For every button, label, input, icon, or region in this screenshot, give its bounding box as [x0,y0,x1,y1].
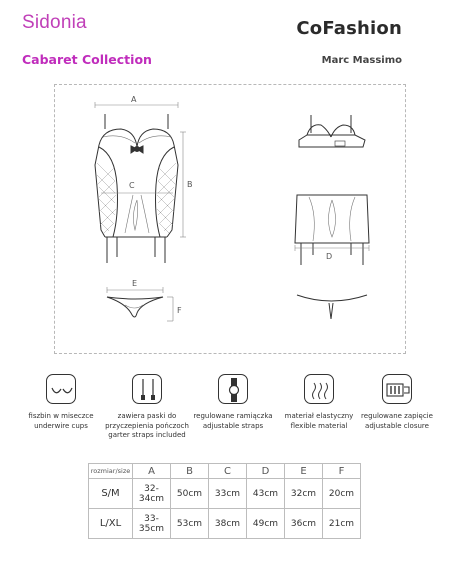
underwire-cups-icon [46,374,76,404]
garter-straps-icon [132,374,162,404]
feature-label-line: materiał elastyczny [284,412,354,420]
product-diagram [54,84,406,354]
adjustable-straps-icon [218,374,248,404]
feature-label-line: garter straps included [108,431,186,439]
label-a: A [131,95,137,104]
table-cell: 33cm [209,479,247,509]
table-cell: 32cm [285,479,323,509]
thong-front-drawing [107,297,163,317]
table-cell: 36cm [285,509,323,539]
feature-label-line: flexible material [290,421,348,430]
collection-name: Cabaret Collection [22,52,152,67]
label-b: B [187,180,193,189]
column-header: E [285,464,323,479]
brand-logo: CoFashion [296,18,402,39]
feature-garter-straps [102,374,192,441]
feature-label-line: adjustable straps [202,421,264,430]
column-header: B [171,464,209,479]
dimension-a [95,102,178,108]
thong-back-drawing [297,295,367,319]
feature-label-line: fiszbin w miseczce [28,412,94,420]
table-row [89,479,361,509]
designer-name: Marc Massimo [321,55,402,66]
dimension-d [295,245,369,251]
label-c: C [129,181,135,190]
column-header: A [133,464,171,479]
size-table [88,463,361,539]
feature-label-line: przyczepienia pończoch [105,421,189,430]
feature-label-line: regulowane ramiączka [193,412,273,420]
feature-icons [10,374,442,454]
feature-adjustable-closure [352,374,442,431]
feature-label-line: underwire cups [34,421,88,430]
feature-label-line: zawiera paski do [117,412,177,420]
size-name: L/XL [89,509,133,539]
table-cell: 38cm [209,509,247,539]
product-drawings [55,85,407,355]
feature-label-line: adjustable closure [365,421,429,430]
size-name: S/M [89,479,133,509]
dimension-f [167,297,173,321]
feature-adjustable-straps [188,374,278,431]
column-header: C [209,464,247,479]
label-e: E [132,279,138,288]
feature-label-line: regulowane zapięcie [361,412,433,420]
size-table-header [89,464,361,479]
column-header: D [247,464,285,479]
table-cell: 53cm [171,509,209,539]
feature-underwire [16,374,106,431]
table-cell: 33-35cm [133,509,171,539]
feature-flexible-material [274,374,364,431]
table-cell: 50cm [171,479,209,509]
dimension-b [180,132,186,237]
adjustable-closure-icon [382,374,412,404]
table-row [89,509,361,539]
page-title: Sidonia [22,12,87,33]
bra-drawing [299,115,365,147]
table-cell: 49cm [247,509,285,539]
table-cell: 21cm [323,509,361,539]
table-cell: 32-34cm [133,479,171,509]
column-header: F [323,464,361,479]
label-d: D [326,252,333,261]
size-table-corner: rozmiar/size [89,464,133,479]
table-cell: 43cm [247,479,285,509]
label-f: F [177,306,182,315]
flexible-material-icon [304,374,334,404]
table-cell: 20cm [323,479,361,509]
